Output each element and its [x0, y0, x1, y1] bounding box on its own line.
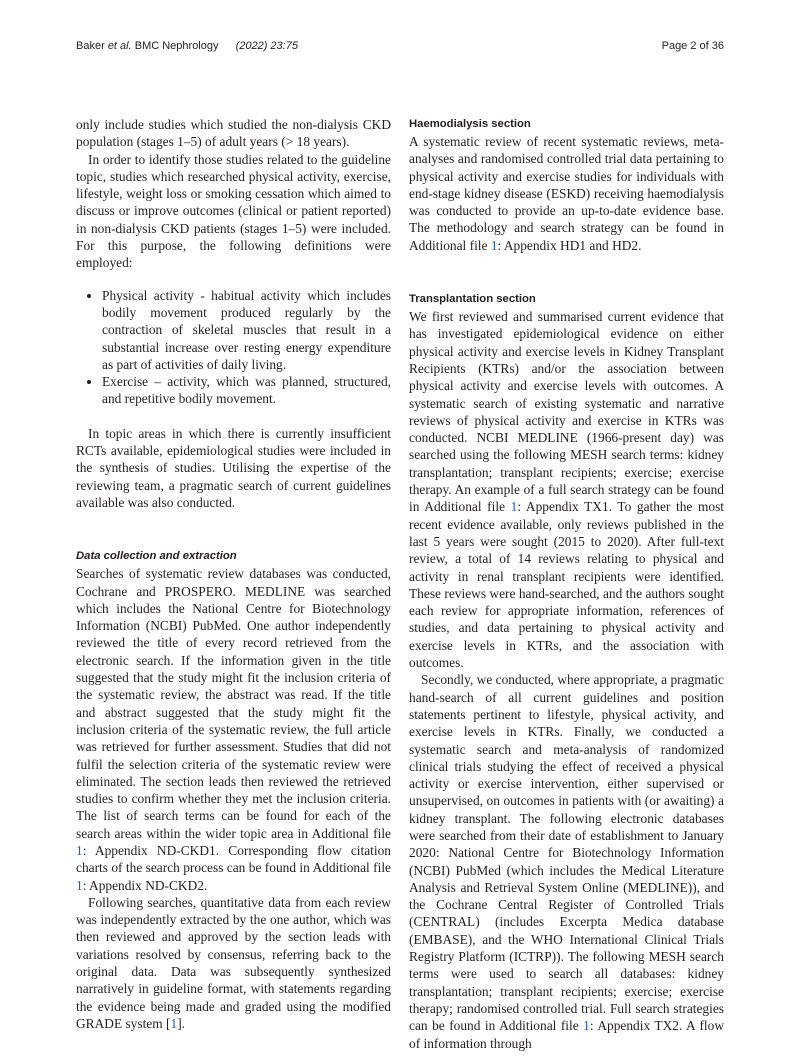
page-number: Page 2 of 36: [661, 40, 724, 52]
paragraph: Secondly, we conducted, where appropriate, a pragmatic hand-search of all current guidelines and position statements pertinent to lifestyle, physical activity, and exercise levels in KTRs. Finally, we conducted a systematic search and meta-analysis of randomized clinical trials studying the effect of received a physical activity or exercise intervention, either supervised or unsupervised, on outcomes in patients with (or awaiting) a kidney transplant. The following electronic databases were searched from their date of establishment to January 2020: National Centre for Biotechnology Information (NCBI) PubMed (which includes the Medical Literature Analysis and Retrieval System Online (MEDLINE)), and the Cochrane Central Register of Controlled Trials (CENTRAL) (includes Excerpta Medica database (EMBASE), and the WHO International Clinical Trials Registry Platform (ICTRP)). The following MESH search terms were used to search all databases: kidney transplantation; transplant recipients; exercise; exercise therapy; randomised controlled trial. Full search strategies can be found in Additional file 1: Appendix TX2. A flow of information through: [409, 672, 724, 1051]
journal-etal: et al.: [107, 40, 132, 52]
list-item: • Physical activity - habitual activity which includes bodily movement produced regularly by the contraction of skeletal muscles that result in a substantial increase over resting energy expenditure as part of activities of daily living.: [102, 287, 391, 373]
paragraph: We first reviewed and summarised current evidence that has investigated epidemiological evidence on either physical activity and exercise levels in Kidney Transplant Recipients (KTRs) and/or the association between physical activity and exercise levels with outcomes. A systematic search of existing systematic and narrative reviews of physical activity and exercise in KTRs was conducted. NCBI MEDLINE (1966-present day) was searched using the following MESH search terms: kidney transplantation; transplant recipients; exercise; exercise therapy. An example of a full search strategy can be found in Additional file 1: Appendix TX1. To gather the most recent evidence available, only reviews published in the last 5 years were sought (2015 to 2020). After full-text review, a total of 14 reviews relating to physical and activity in renal transplant recipients were identified. These reviews were hand-searched, and the authors sought each review for appropriate information, references of studies, and data pertaining to physical activity and exercise levels in KTRs, and the association with outcomes.: [409, 309, 725, 671]
section-heading-haemodialysis: Haemodialysis section: [409, 118, 531, 130]
journal-authors: Baker: [76, 40, 105, 52]
paragraph: Searches of systematic review databases was conducted, Cochrane and PROSPERO. MEDLINE was searched which includes the National Centre for Biotechnology Information (NCBI) PubMed. One author independently reviewed the title of every record retrieved from the electronic search. If the information given in the title suggested that the study might fit the inclusion criteria of the systematic review, the abstract was read. If the title and abstract suggested that the study might fit the inclusion criteria of the systematic review, the full article was retrieved for further assessment. Studies that did not fulfil the selection criteria of the systematic review were eliminated. The section leads then reviewed the retrieved studies to confirm whether they met the inclusion criteria. The list of search terms can be found for each of the search areas within the wider topic area in Additional file 1: Appendix ND-CKD1. Corresponding flow citation charts of the search process can be found in Additional file 1: Appendix ND-CKD2.: [76, 566, 391, 893]
additional-file-link[interactable]: 1: [583, 1018, 590, 1034]
journal-name: BMC Nephrology: [134, 40, 219, 52]
reference-link[interactable]: 1: [170, 1015, 178, 1031]
additional-file-link[interactable]: 1: [490, 237, 498, 253]
paragraph: In order to identify those studies related to the guideline topic, studies which researched physical activity, exercise, lifestyle, weight loss or smoking cessation which aimed to discuss or improve outcomes (clinical or patient reported) in non-dialysis CKD patients (stages 1–5) were included. For this purpose, the following definitions were employed:: [76, 151, 391, 271]
paragraph: only include studies which studied the non-dialysis CKD population (stages 1–5) of adult years (> 18 years).: [76, 117, 391, 150]
additional-file-link[interactable]: 1: [76, 842, 83, 858]
additional-file-link[interactable]: 1: [76, 877, 83, 893]
definitions-list: [76, 287, 391, 408]
section-heading-transplantation: Transplantation section: [409, 293, 536, 306]
list-item: • Exercise – activity, which was planned, structured, and repetitive bodily movement.: [102, 373, 391, 408]
paragraph: In topic areas in which there is currently insufficient RCTs available, epidemiological studies were included in the synthesis of studies. Utilising the expertise of the reviewing team, a pragmatic search of current guidelines available was also conducted.: [76, 425, 391, 510]
section-heading-data-collection: Data collection and extraction: [76, 550, 237, 563]
paragraph: Following searches, quantitative data from each review was independently extracted by the one author, which was then reviewed and approved by the section leads with variations resolved by consensus, referring back to the original data. Data was subsequently synthesized narratively in guideline format, with statements regarding the evidence being made and graded using the modified GRADE system [1].: [76, 894, 391, 1031]
running-header: [76, 40, 298, 52]
left-column: [76, 116, 391, 1032]
right-column: [409, 116, 724, 1052]
journal-year-volume: (2022) 23:75: [235, 40, 298, 52]
additional-file-link[interactable]: 1: [510, 499, 518, 515]
paragraph: A systematic review of recent systematic reviews, meta-analyses and randomised controlled trial data pertaining to physical activity and exercise studies for individuals with end-stage kidney disease (ESKD) receiving haemodialysis was conducted to provide an up-to-date evidence base. The methodology and search strategy can be found in Additional file 1: Appendix HD1 and HD2.: [409, 134, 724, 253]
